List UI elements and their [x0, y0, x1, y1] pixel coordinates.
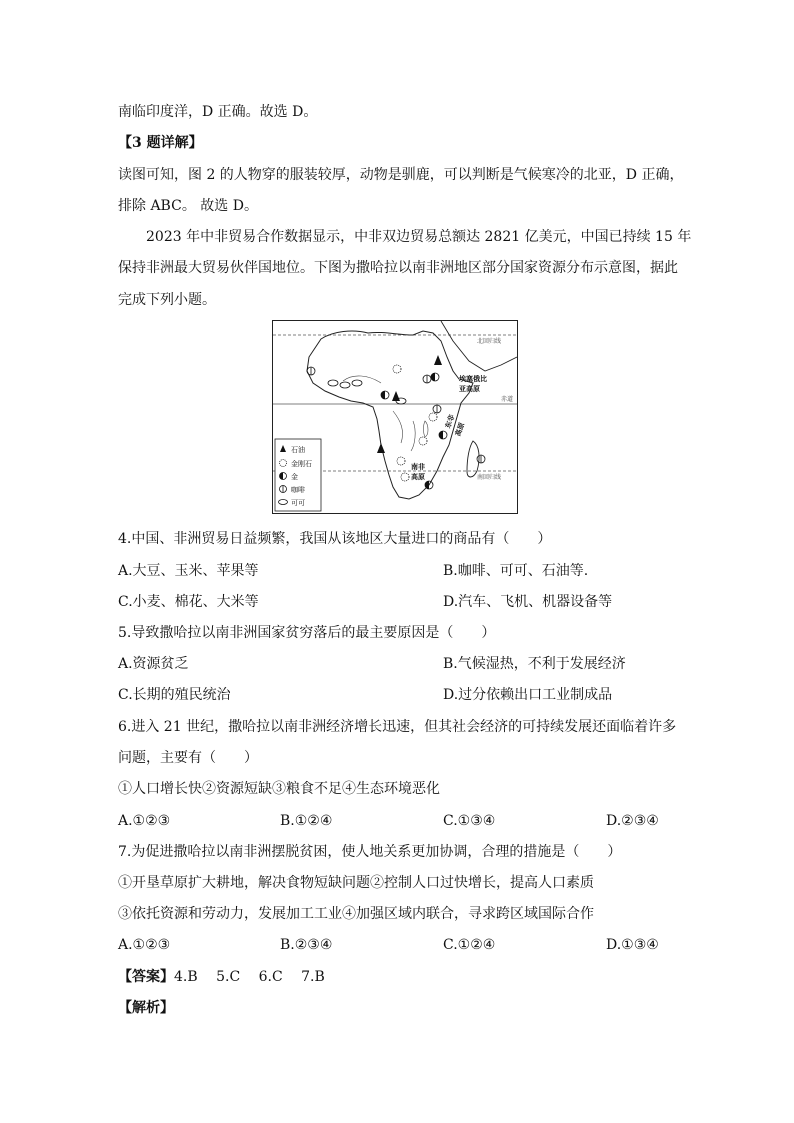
question-6-stem: 6.进入 21 世纪，撒哈拉以南非洲经济增长迅速，但其社会经济的可持续发展还面临着许多	[118, 719, 677, 735]
equator-label: 赤道	[501, 396, 514, 403]
question-7-stem: 7.为促进撒哈拉以南非洲摆脱贫困，使人地关系更加协调，合理的措施是（ ）	[118, 844, 622, 860]
option-a: A.大豆、玉米、苹果等	[118, 563, 259, 579]
east-africa-label: 东非	[443, 413, 457, 430]
section-heading: 【3 题详解】	[118, 135, 203, 151]
ethiopia-label: 亚高原	[459, 385, 480, 393]
east-africa-label: 高原	[453, 421, 467, 438]
arabia-outline	[441, 321, 517, 371]
gold-icon	[431, 373, 439, 381]
africa-resource-map	[272, 320, 518, 514]
coffee-icon	[477, 455, 485, 463]
option-b: B.气候湿热，不利于发展经济	[443, 656, 626, 672]
question-4-stem: 4.中国、非洲贸易日益频繁，我国从该地区大量进口的商品有（ ）	[118, 531, 552, 547]
intro-line: 完成下列小题。	[118, 292, 216, 308]
cocoa-icon	[328, 380, 338, 386]
option-c: C.长期的殖民统治	[118, 687, 231, 703]
intro-line: 保持非洲最大贸易伙伴国地位。下图为撒哈拉以南非洲地区部分国家资源分布示意图，据此	[118, 260, 678, 276]
africa-map-svg	[273, 321, 517, 513]
option-a: A.①②③	[118, 813, 171, 829]
answer-line	[118, 968, 325, 986]
diamond-icon	[419, 437, 427, 445]
river	[393, 411, 403, 443]
option-c: C.小麦、棉花、大米等	[118, 594, 259, 610]
question-6-stem: 问题，主要有（ ）	[118, 750, 258, 766]
legend-label: 可可	[291, 499, 305, 507]
option-b: B.咖啡、可可、石油等.	[443, 563, 589, 579]
diamond-icon	[401, 473, 409, 481]
diamond-icon	[393, 365, 401, 373]
gold-icon	[381, 391, 389, 399]
gold-icon	[439, 431, 447, 439]
cocoa-icon	[340, 382, 350, 388]
tropic-of-cancer-label: 北回归线	[477, 338, 502, 345]
question-7-items: ①开垦草原扩大耕地，解决食物短缺问题②控制人口过快增长，提高人口素质	[118, 875, 594, 891]
option-a: A.①②③	[118, 937, 171, 953]
coffee-icon	[307, 367, 315, 375]
question-5-stem: 5.导致撒哈拉以南非洲国家贫穷落后的最主要原因是（ ）	[118, 625, 496, 641]
intro-line: 2023 年中非贸易合作数据显示，中非双边贸易总额达 2821 亿美元，中国已持续 15 年	[146, 229, 692, 245]
legend-label: 金刚石	[291, 460, 312, 468]
coffee-icon	[433, 405, 441, 413]
question-7-items: ③依托资源和劳动力，发展加工工业④加强区域内联合，寻求跨区域国际合作	[118, 906, 594, 922]
legend-label: 金	[291, 473, 298, 481]
option-d: D.①③④	[606, 937, 659, 953]
answer-label: 【答案】	[118, 969, 174, 985]
river	[411, 421, 415, 451]
diamond-icon	[429, 413, 437, 421]
option-c: C.①③④	[443, 813, 496, 829]
oil-icon	[377, 443, 385, 453]
lake	[424, 421, 429, 437]
oil-icon	[434, 355, 442, 365]
gold-icon	[425, 481, 433, 489]
option-d: D.过分依赖出口工业制成品	[443, 687, 613, 703]
option-c: C.①②④	[443, 937, 496, 953]
paragraph-line: 南临印度洋，D 正确。故选 D。	[118, 104, 318, 120]
legend-label: 咖啡	[291, 486, 305, 494]
answer-values: 4.B 5.C 6.C 7.B	[174, 969, 325, 985]
legend-label: 石油	[291, 446, 305, 454]
option-d: D.②③④	[606, 813, 659, 829]
analysis-heading: 【解析】	[118, 1000, 174, 1016]
coffee-icon	[423, 375, 431, 383]
paragraph-line: 排除 ABC。 故选 D。	[118, 198, 258, 214]
ethiopia-label: 埃塞俄比	[459, 375, 487, 383]
option-a: A.资源贫乏	[118, 656, 189, 672]
option-d: D.汽车、飞机、机器设备等	[443, 594, 613, 610]
tropic-of-capricorn-label: 南回归线	[477, 474, 502, 481]
option-b: B.②③④	[280, 937, 333, 953]
paragraph-line: 读图可知，图 2 的人物穿的服装较厚，动物是驯鹿，可以判断是气候寒冷的北亚，D 正确，	[118, 167, 684, 183]
option-b: B.①②④	[280, 813, 333, 829]
question-6-items: ①人口增长快②资源短缺③粮食不足④生态环境恶化	[118, 781, 440, 797]
diamond-icon	[397, 457, 405, 465]
south-africa-label: 高原	[411, 473, 425, 481]
cocoa-icon	[352, 380, 362, 386]
south-africa-label: 南非	[411, 463, 425, 471]
